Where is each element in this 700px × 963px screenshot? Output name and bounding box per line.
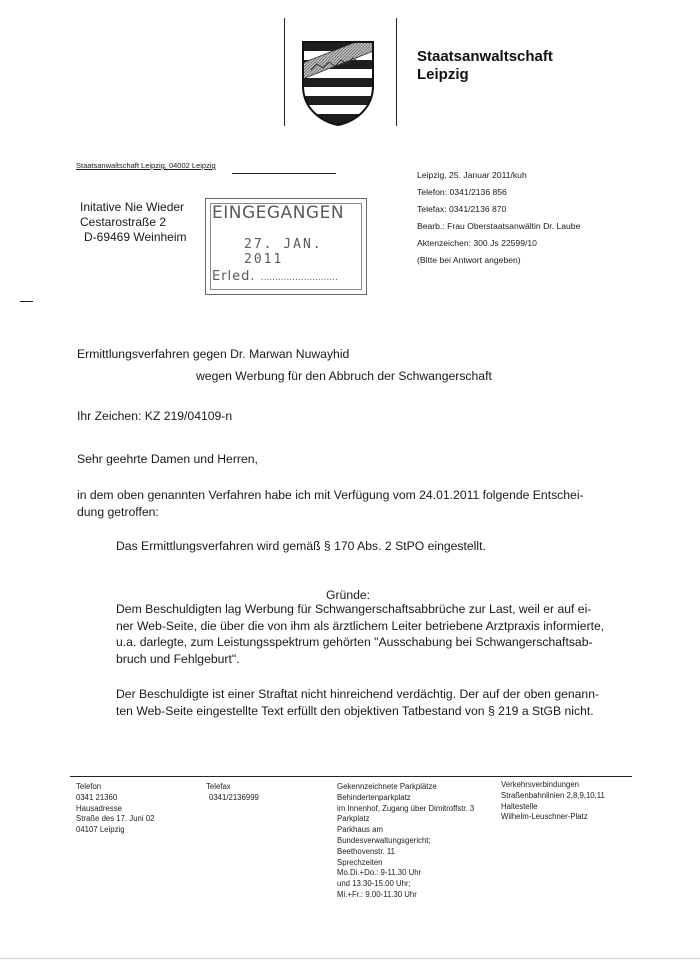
paragraph-3-line-2: ten Web-Seite eingestellte Text erfüllt den objektiven Tatbestand von § 219 a StGB nicht. xyxy=(116,703,594,718)
decision: Das Ermittlungsverfahren wird gemäß § 170 Abs. 2 StPO eingestellt. xyxy=(116,539,486,553)
paragraph-1-line-2: dung getroffen: xyxy=(77,504,159,519)
footer-col3-line-10: Mi.+Fr.: 9.00-11.30 Uhr xyxy=(337,889,417,899)
header-divider-right xyxy=(396,18,397,126)
recipient-line-1: Initative Nie Wieder xyxy=(80,200,185,214)
scan-bottom-edge xyxy=(0,958,700,959)
recipient-address xyxy=(80,200,187,245)
ihr-zeichen: Ihr Zeichen: KZ 219/04109-n xyxy=(77,409,233,423)
meta-telefax: Telefax: 0341/2136 870 xyxy=(417,204,507,214)
sender-underline xyxy=(232,173,336,174)
stamp-erled-dots: ........................... xyxy=(260,273,338,283)
authority-line-2: Leipzig xyxy=(417,66,469,83)
footer-col3-line-9: und 13.30-15.00 Uhr; xyxy=(337,879,411,889)
paragraph-3 xyxy=(116,686,600,719)
paragraph-3-line-1: Der Beschuldigte ist einer Straftat nicht hinreichend verdächtig. Der auf der oben genann- xyxy=(116,687,600,701)
footer-col4-line-2: Haltestelle xyxy=(501,801,538,811)
stamp-heading: EINGEGANGEN xyxy=(212,203,345,223)
footer-col2-line-1: 0341/2136999 xyxy=(209,792,259,802)
footer-col3-line-4: Parkhaus am xyxy=(337,825,383,835)
stamp-erled-label: Erled. xyxy=(212,269,256,284)
place-date: Leipzig, 25. Januar 2011/kuh xyxy=(417,170,527,180)
gruende-line-1: Dem Beschuldigten lag Werbung für Schwangerschaftsabbrüche zur Last, weil er auf ei- xyxy=(116,602,592,616)
footer-col-fax xyxy=(206,782,259,804)
footer-col3-line-0: Gekennzeichnete Parkplätze xyxy=(337,782,437,791)
footer-col4-line-0: Verkehrsverbindungen xyxy=(501,780,580,789)
gruende-paragraph xyxy=(116,601,605,667)
meta-hint: (Bitte bei Antwort angeben) xyxy=(417,255,521,265)
footer-col-contact xyxy=(76,782,154,836)
authority-line-1: Staatsanwaltschaft xyxy=(417,48,553,65)
meta-aktenzeichen: Aktenzeichen: 300 Js 22599/10 xyxy=(417,238,537,248)
footer-col3-line-7: Sprechzeiten xyxy=(337,857,383,867)
stamp-date: 27. JAN. 2011 xyxy=(244,237,323,267)
gruende-title: Gründe: xyxy=(326,588,371,602)
footer-col3-line-3: Parkplatz xyxy=(337,814,370,824)
footer-col-parking xyxy=(337,782,474,901)
reference-block xyxy=(417,167,580,269)
saxony-coat-of-arms-icon xyxy=(301,40,375,126)
salutation: Sehr geehrte Damen und Herren, xyxy=(77,452,258,466)
footer-col3-line-8: Mo.Di.+Do.: 9-11.30 Uhr xyxy=(337,868,422,878)
subject-line-1: Ermittlungsverfahren gegen Dr. Marwan Nuwayhid xyxy=(77,347,350,361)
authority-name xyxy=(417,48,553,84)
paragraph-1-line-1: in dem oben genannten Verfahren habe ich mit Verfügung vom 24.01.2011 folgende Entschei- xyxy=(77,488,584,502)
footer-col3-line-2: im Innenhof, Zugang über Dimitroffstr. 3 xyxy=(337,803,475,813)
footer-col3-line-6: Beethovenstr. 11 xyxy=(337,846,395,856)
footer-col3-line-5: Bundesverwaltungsgericht; xyxy=(337,835,431,845)
recipient-line-2: Cestarostraße 2 xyxy=(80,215,167,229)
sender-return-address: Staatsanwaltschaft Leipzig, 04002 Leipzig xyxy=(76,161,216,170)
footer-col1-line-4: 04107 Leipzig xyxy=(76,825,125,835)
footer-rule xyxy=(70,776,632,777)
meta-telefon: Telefon: 0341/2136 856 xyxy=(417,187,507,197)
footer-col1-line-0: Telefon xyxy=(76,782,102,791)
subject-line-2: wegen Werbung für den Abbruch der Schwangerschaft xyxy=(196,369,492,383)
gruende-line-4: bruch und Fehlgeburt". xyxy=(116,651,240,666)
footer-col2-line-0: Telefax xyxy=(206,782,231,791)
footer-col4-line-3: Wilhelm-Leuschner-Platz xyxy=(501,812,588,822)
received-stamp xyxy=(205,198,367,295)
paragraph-1 xyxy=(77,487,597,520)
gruende-line-2: ner Web-Seite, die über die von ihm als ärztlichem Leiter betriebene Arztpraxis informierte, xyxy=(116,618,605,633)
footer-col3-line-1: Behindertenparkplatz xyxy=(337,792,411,802)
footer-col-transport xyxy=(501,780,605,823)
meta-bearbeiter: Bearb.: Frau Oberstaatsanwältin Dr. Laube xyxy=(417,221,581,231)
footer-col1-line-1: 0341 21360 xyxy=(76,792,118,802)
footer-col1-line-2: Hausadresse xyxy=(76,803,122,813)
footer-col1-line-3: Straße des 17. Juni 02 xyxy=(76,814,155,824)
header-divider-left xyxy=(284,18,285,126)
footer-col4-line-1: Straßenbahnlinien 2,8,9,10,11 xyxy=(501,790,605,800)
recipient-line-3: D-69469 Weinheim xyxy=(84,230,187,244)
gruende-line-3: u.a. darlegte, zum Leistungsspektrum gehörten "Ausschabung bei Schwangerschaftsab- xyxy=(116,635,593,649)
fold-mark xyxy=(20,301,33,302)
stamp-erled xyxy=(212,269,338,284)
